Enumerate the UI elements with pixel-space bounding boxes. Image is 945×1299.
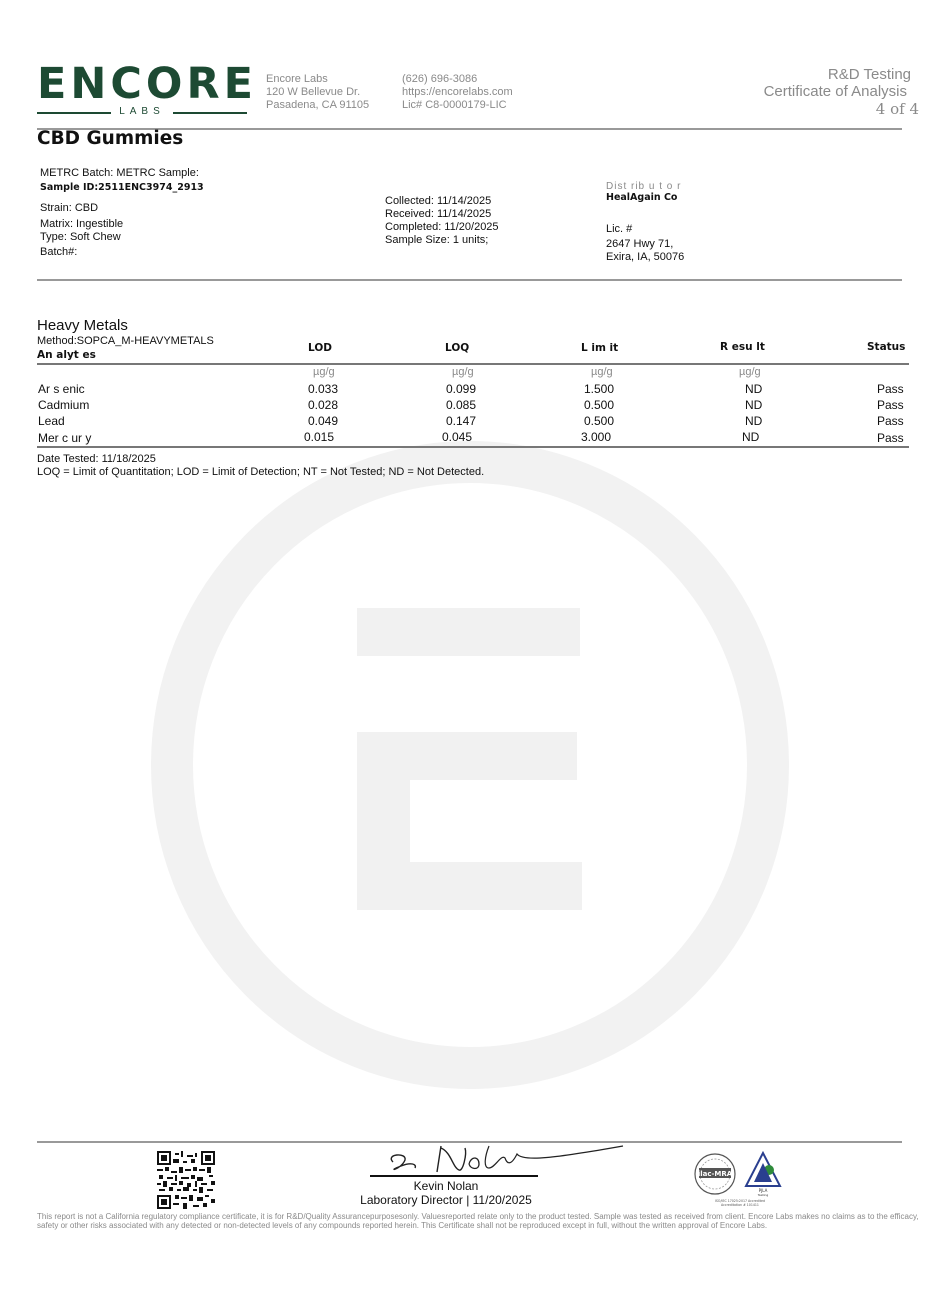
unit-lod: µg/g — [313, 366, 335, 378]
strain: Strain: CBD — [40, 202, 99, 214]
collected-date: Collected: 11/14/2025 — [385, 195, 492, 207]
svg-text:Testing: Testing — [757, 1193, 769, 1197]
col-header-analytes: An alyt es — [37, 349, 96, 361]
result-value: ND — [745, 414, 763, 428]
lod-value: 0.033 — [308, 382, 339, 396]
limit-value: 0.500 — [584, 398, 615, 412]
unit-result: µg/g — [739, 366, 761, 378]
disclaimer-text: This report is not a California regulatory compliance certificate, it is for R&D/Quality Assurancepurposesonly. Valuesreported relate only to the product tested. Sample was tested as received from client. Encore Labs makes no claims as to the efficacy, safety or other risks associated with any detected or non-detected levels of any compounds reported herein. This Certificate shall not be reproduced except in full, without the written approval of Encore Labs. — [37, 1212, 919, 1230]
received-date: Received: 11/14/2025 — [385, 208, 492, 220]
distributor-address-line1: 2647 Hwy 71, — [606, 238, 674, 250]
distributor-name: HealAgain Co — [606, 192, 678, 203]
logo-text: ENCORE — [37, 59, 257, 109]
status-value: Pass — [877, 414, 904, 428]
col-header-lod: LOD — [308, 342, 332, 354]
abbreviation-legend: LOQ = Limit of Quantitation; LOD = Limit of Detection; NT = Not Tested; ND = Not Detected. — [37, 466, 485, 478]
svg-text:ISO/IEC 17025:2017 Accredited: ISO/IEC 17025:2017 Accredited — [714, 1199, 766, 1203]
svg-text:ilac-MRA: ilac-MRA — [697, 1170, 733, 1178]
distributor-lic: Lic. # — [606, 223, 633, 235]
notes-block — [37, 453, 484, 479]
lab-name: Encore Labs — [266, 73, 328, 85]
ilac-mra-icon — [695, 1154, 735, 1194]
loq-value: 0.045 — [442, 430, 473, 444]
loq-value: 0.085 — [446, 398, 477, 412]
lab-phone: (626) 696-3086 — [402, 73, 478, 85]
limit-value: 3.000 — [581, 430, 612, 444]
document-title-block — [763, 66, 919, 118]
type: Type: Soft Chew — [40, 231, 121, 243]
info-divider — [37, 279, 902, 281]
result-value: ND — [745, 382, 763, 396]
status-value: Pass — [877, 431, 904, 445]
accreditation-badges — [693, 1150, 788, 1210]
analyte-name: Mer c ur y — [38, 431, 92, 445]
svg-text:Accreditation # 101411: Accreditation # 101411 — [721, 1203, 759, 1207]
logo-line-right — [173, 112, 247, 114]
status-value: Pass — [877, 398, 904, 412]
encore-watermark — [150, 440, 790, 1090]
analyte-name: Lead — [38, 414, 65, 428]
batch: Batch#: — [40, 246, 78, 258]
lab-contact-block — [402, 73, 513, 112]
dates-block — [385, 195, 499, 247]
lod-value: 0.028 — [308, 398, 339, 412]
lod-value: 0.015 — [304, 430, 335, 444]
table-bottom-rule — [37, 446, 909, 448]
result-value: ND — [742, 430, 760, 444]
encore-labs-logo — [37, 59, 257, 120]
lab-website[interactable]: https://encorelabs.com — [402, 86, 513, 98]
lab-address-line2: Pasadena, CA 91105 — [266, 99, 370, 111]
result-value: ND — [745, 398, 763, 412]
col-header-loq: LOQ — [445, 342, 470, 354]
status-value: Pass — [877, 382, 904, 396]
unit-limit: µg/g — [591, 366, 613, 378]
doc-title: Certificate of Analysis — [763, 83, 907, 100]
signer-block — [354, 1179, 538, 1207]
page-number: 4 of 4 — [875, 100, 919, 118]
distributor-label: Dist rib u t o r — [606, 181, 682, 192]
col-header-limit: L im it — [581, 342, 619, 354]
metrc-line: METRC Batch: METRC Sample: — [40, 167, 199, 179]
lab-address-line1: 120 W Bellevue Dr. — [266, 86, 361, 98]
report-type: R&D Testing — [827, 66, 911, 83]
limit-value: 1.500 — [584, 382, 615, 396]
sample-id: Sample ID:2511ENC3974_2913 — [40, 182, 204, 193]
limit-value: 0.500 — [584, 414, 615, 428]
analyte-name: Ar s enic — [38, 382, 85, 396]
col-header-result: R esu lt — [720, 341, 765, 353]
loq-value: 0.147 — [446, 414, 477, 428]
col-header-status: Status — [867, 341, 906, 353]
lab-address-block — [266, 73, 369, 112]
signer-title: Laboratory Director | 11/20/2025 — [360, 1193, 532, 1207]
logo-sub-text: LABS — [119, 106, 165, 117]
table-header-rule — [37, 363, 909, 365]
product-name: CBD Gummies — [37, 128, 184, 149]
completed-date: Completed: 11/20/2025 — [385, 221, 499, 233]
logo-sub — [37, 106, 247, 120]
signer-name: Kevin Nolan — [413, 1179, 479, 1193]
lab-license: Lic# C8-0000179-LIC — [402, 99, 507, 111]
matrix: Matrix: Ingestible — [40, 218, 124, 230]
analyte-name: Cadmium — [38, 398, 90, 412]
date-tested: Date Tested: 11/18/2025 — [37, 453, 156, 465]
qr-code-icon[interactable] — [157, 1151, 215, 1209]
method-line: Method:SOPCA_M-HEAVYMETALS — [37, 335, 214, 347]
sample-size: Sample Size: 1 units; — [385, 234, 489, 246]
unit-loq: µg/g — [452, 366, 474, 378]
distributor-address-line2: Exira, IA, 50076 — [606, 251, 685, 263]
section-title: Heavy Metals — [37, 317, 128, 334]
pjla-icon — [746, 1153, 780, 1197]
svg-text:PJLA: PJLA — [758, 1188, 768, 1193]
lod-value: 0.049 — [308, 414, 339, 428]
loq-value: 0.099 — [446, 382, 477, 396]
